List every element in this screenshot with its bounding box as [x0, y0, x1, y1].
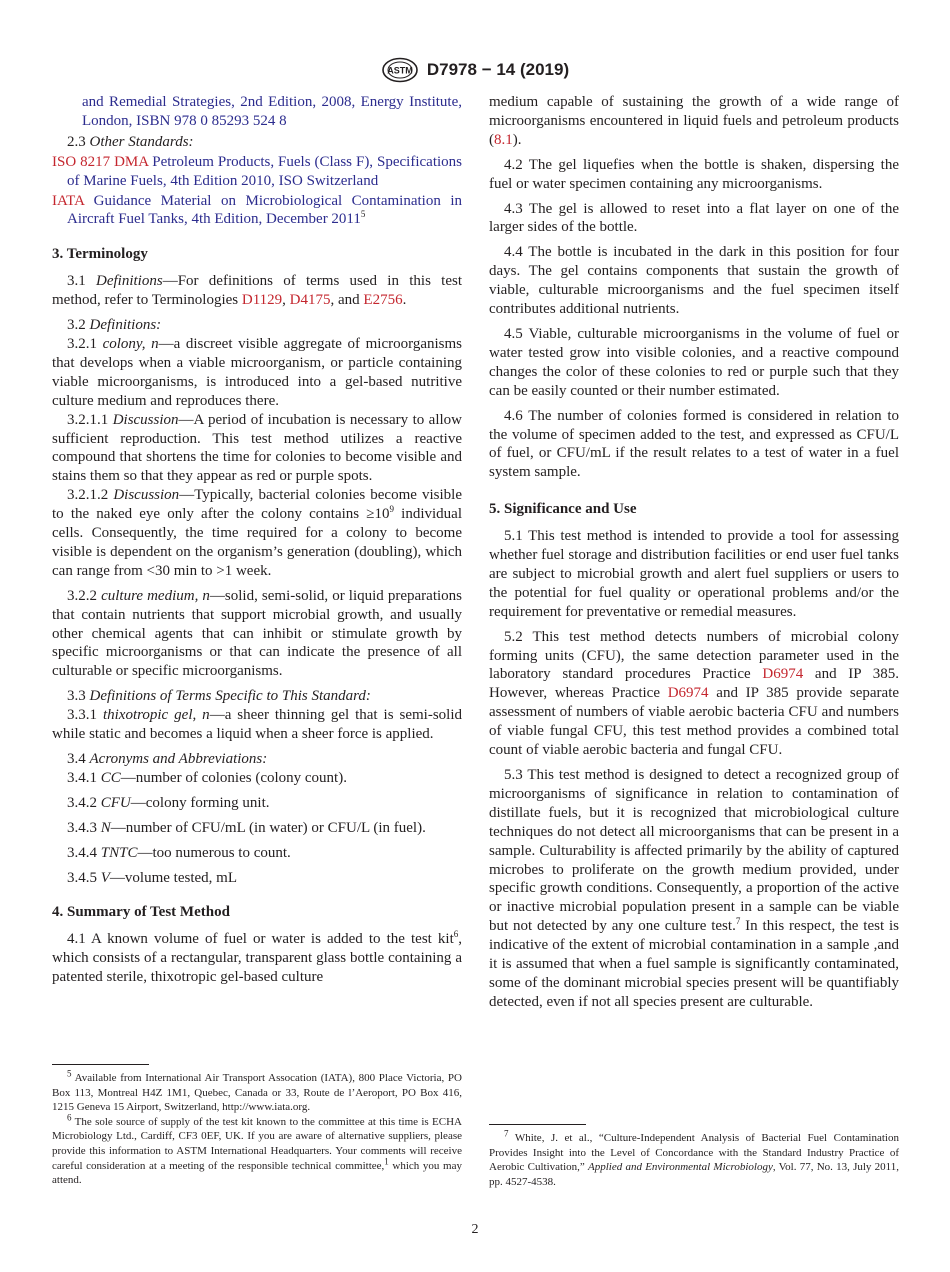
para-4-1: 4.1 A known volume of fuel or water is added to the test kit$^6$, which consists of a rectangular, transparent glass bottle containing a patented sterile, thixotropic gel-based culture [52, 929, 462, 986]
para-4-1-continued: medium capable of sustaining the growth of a wide range of microorganisms encountered in liquid fuels and petroleum products (8.1). [489, 94, 899, 148]
footnote-rule [489, 1124, 586, 1125]
para-3-2-1-1: 3.2.1.1 Discussion—A period of incubation is necessary to allow sufficient reproduction. This test method utilizes a reactive compound that shortens the time for colonies to become visible and stains them so that they appear as red or purple spots. [52, 411, 463, 485]
ref-d6974[interactable]: D6974 [667, 685, 709, 702]
ref-d6974[interactable]: D6974 [762, 666, 804, 683]
acronym-item: 3.4.5 V—volume tested, mL [67, 869, 237, 886]
acronym-item: 3.4.3 N—number of CFU/mL (in water) or CFU/L (in fuel). [67, 819, 426, 836]
left-column [52, 93, 462, 993]
footnote-rule [52, 1064, 149, 1065]
ref-d4175[interactable]: D4175 [289, 292, 331, 309]
para-4-6: 4.6 The number of colonies formed is considered in relation to the volume of specimen added to the test, and expressed as CFU/L of fuel, or CFU/mL if the result relates to a test of water in a fuel system sample. [489, 407, 899, 481]
para-3-2-1-2: 3.2.1.2 Discussion—Typically, bacterial colonies become visible to the naked eye only after the colony contains $\ge 10^9$ individual cells. Consequently, the time required for a colony to become visible is dependent on the organism’s generation (doubling), which can range from <30 min to >1 week. [52, 487, 463, 579]
para-3-2-1: 3.2.1 colony, n—a discreet visible aggregate of microorganisms that develops when a viable microorganism, or particle containing viable microorganisms, is introduced into a gel-based nutritive culture medium and reproduces there. [52, 335, 463, 409]
footnote-ref-5: 5 [360, 209, 366, 220]
para-3-3: 3.3 Definitions of Terms Specific to This Standard: [67, 688, 371, 705]
section-3-heading: 3. Terminology [52, 246, 148, 263]
section-4-heading: 4. Summary of Test Method [52, 904, 230, 921]
iata-reference[interactable]: IATA Guidance Material on Microbiological Contamination in Aircraft Fuel Tanks, 4th Edition, December 2011$^5$ [52, 192, 463, 228]
para-5-1: 5.1 This test method is intended to provide a tool for assessing whether fuel storage and distribution facilities or end user fuel tanks are subject to microbial growth and alert fuel suppliers or users to the potential for fuel quality or operational problems and/or the requirement for preventative or remedial measures. [489, 528, 899, 620]
footnote-ref-6: 6 [453, 929, 459, 940]
section-5-heading: 5. Significance and Use [489, 501, 637, 518]
acronym-item: 3.4.4 TNTC—too numerous to count. [67, 844, 291, 861]
para-4-4: 4.4 The bottle is incubated in the dark in this position for four days. The gel contains components that sustain the growth of viable, culturable microorganisms and the fuel specimen itself contributes additional nutrients. [489, 244, 899, 318]
footnote-6: $^6$ The sole source of supply of the test kit known to the committee at this time is ECHA Microbiology Ltd., Cardiff, CF3 0EF, UK. If you are aware of alternative suppliers, please provide this information to ASTM International Headquarters. Your comments will receive careful consideration at a meeting of the responsible technical committee,$^1$ which you may attend. [52, 1112, 462, 1187]
para-3-2: 3.2 Definitions: [67, 317, 162, 334]
acronym-item: 3.4.2 CFU—colony forming unit. [67, 794, 270, 811]
page-number: 2 [471, 1222, 479, 1237]
ref-d1129[interactable]: D1129 [241, 292, 283, 309]
para-4-2: 4.2 The gel liquefies when the bottle is shaken, dispersing the fuel or water specimen containing any microorganisms. [489, 156, 899, 192]
footnote-7: $^7$ White, J. et al., “Culture-Independent Analysis of Bacterial Fuel Contamination Provides Insight into the Level of Concordance with the Standard Industry Practice of Aerobic Cultivation,” Applied and Environmental Microbiology, Vol. 77, No. 13, July 2011, pp. 4527-4538. [489, 1128, 900, 1188]
acronym-item: 3.4.1 CC—number of colonies (colony count). [67, 769, 347, 786]
astm-logo-icon [381, 57, 419, 83]
para-3-3-1: 3.3.1 thixotropic gel, n—a sheer thinning gel that is semi-solid while static and becomes a liquid when a sheer force is applied. [52, 707, 462, 743]
ref-8-1[interactable]: 8.1 [494, 131, 513, 148]
footnote-5: $^5$ Available from International Air Transport Assocation (IATA), 800 Place Victoria, PO Box 113, Montreal H4Z 1M1, Quebec, Canada or 33, Route de l’Aeroport, PO Box 416, 1215 Geneva 15 Airport, Switzerland, http://www.iata.org. [52, 1068, 462, 1114]
left-footnotes [52, 1064, 462, 1188]
para-5-2: 5.2 This test method detects numbers of microbial colony forming units (CFU), the same detection parameter used in the laboratory standard procedures Practice D6974 and IP 385. However, whereas Practice D6974 and IP 385 provide separate assessment of numbers of viable aerobic bacteria CFU and numbers of viable fungal CFU, this test method provides a combined total count of viable aerobic bacteria and fungal CFU. [489, 628, 900, 759]
ref-e2756[interactable]: E2756 [363, 292, 403, 309]
subsection-2-3: 2.3 Other Standards: [67, 133, 194, 150]
para-3-4: 3.4 Acronyms and Abbreviations: [67, 751, 268, 767]
para-4-5: 4.5 Viable, culturable microorganisms in the volume of fuel or water tested grow into visible colonies, and a reactive compound changes the color of these colonies to red or purple such that they can be easily counted or their number estimated. [489, 325, 899, 399]
page-header [0, 57, 950, 83]
para-5-3: 5.3 This test method is designed to detect a recognized group of microorganisms of significance in relation to contamination of distillate fuels, but it is recognized that microbiological culture techniques do not detect all microorganisms that can be present in a sample. Culturability is affected primarily by the ability of captured microbes to proliferate on the growth medium provided, under specific growth conditions. Consequently, a proportion of the active or inactive microbial population present in a sample can be viable but not detected by any one culture test.$^7$ In this respect, the test is indicative of the extent of microbial contamination in a sample ,and it is assumed that when a fuel sample is significantly contaminated, some of the dominant microbial species present will be quantifiably detected, even if not all species present are culturable. [489, 767, 899, 1010]
para-3-2-2: 3.2.2 culture medium, n—solid, semi-solid, or liquid preparations that contain nutrients that support microbial growth, and usually other chemical agents that can inhibit or stimulate growth by specific microorganisms or that can indicate the presence of all culturable or specific microorganisms. [52, 587, 463, 680]
standard-designation: D7978 − 14 (2019) [426, 60, 570, 79]
reference-continuation[interactable]: and Remedial Strategies, 2nd Edition, 2008, Energy Institute, London, ISBN 978 0 85293 524 8 [82, 94, 462, 129]
para-3-1: 3.1 Definitions—For definitions of terms used in this test method, refer to Terminologies D1129, D4175, and E2756. [52, 273, 463, 309]
iso-reference[interactable]: ISO 8217 DMA Petroleum Products, Fuels (Class F), Specifications of Marine Fuels, 4th Edition 2010, ISO Switzerland [52, 153, 462, 189]
logo-text: ASTM [387, 65, 413, 76]
para-4-3: 4.3 The gel is allowed to reset into a flat layer on one of the larger sides of the bottle. [489, 200, 899, 236]
footnote-ref-7: 7 [735, 916, 741, 927]
right-footnotes [489, 1124, 899, 1189]
right-column [489, 93, 899, 1018]
